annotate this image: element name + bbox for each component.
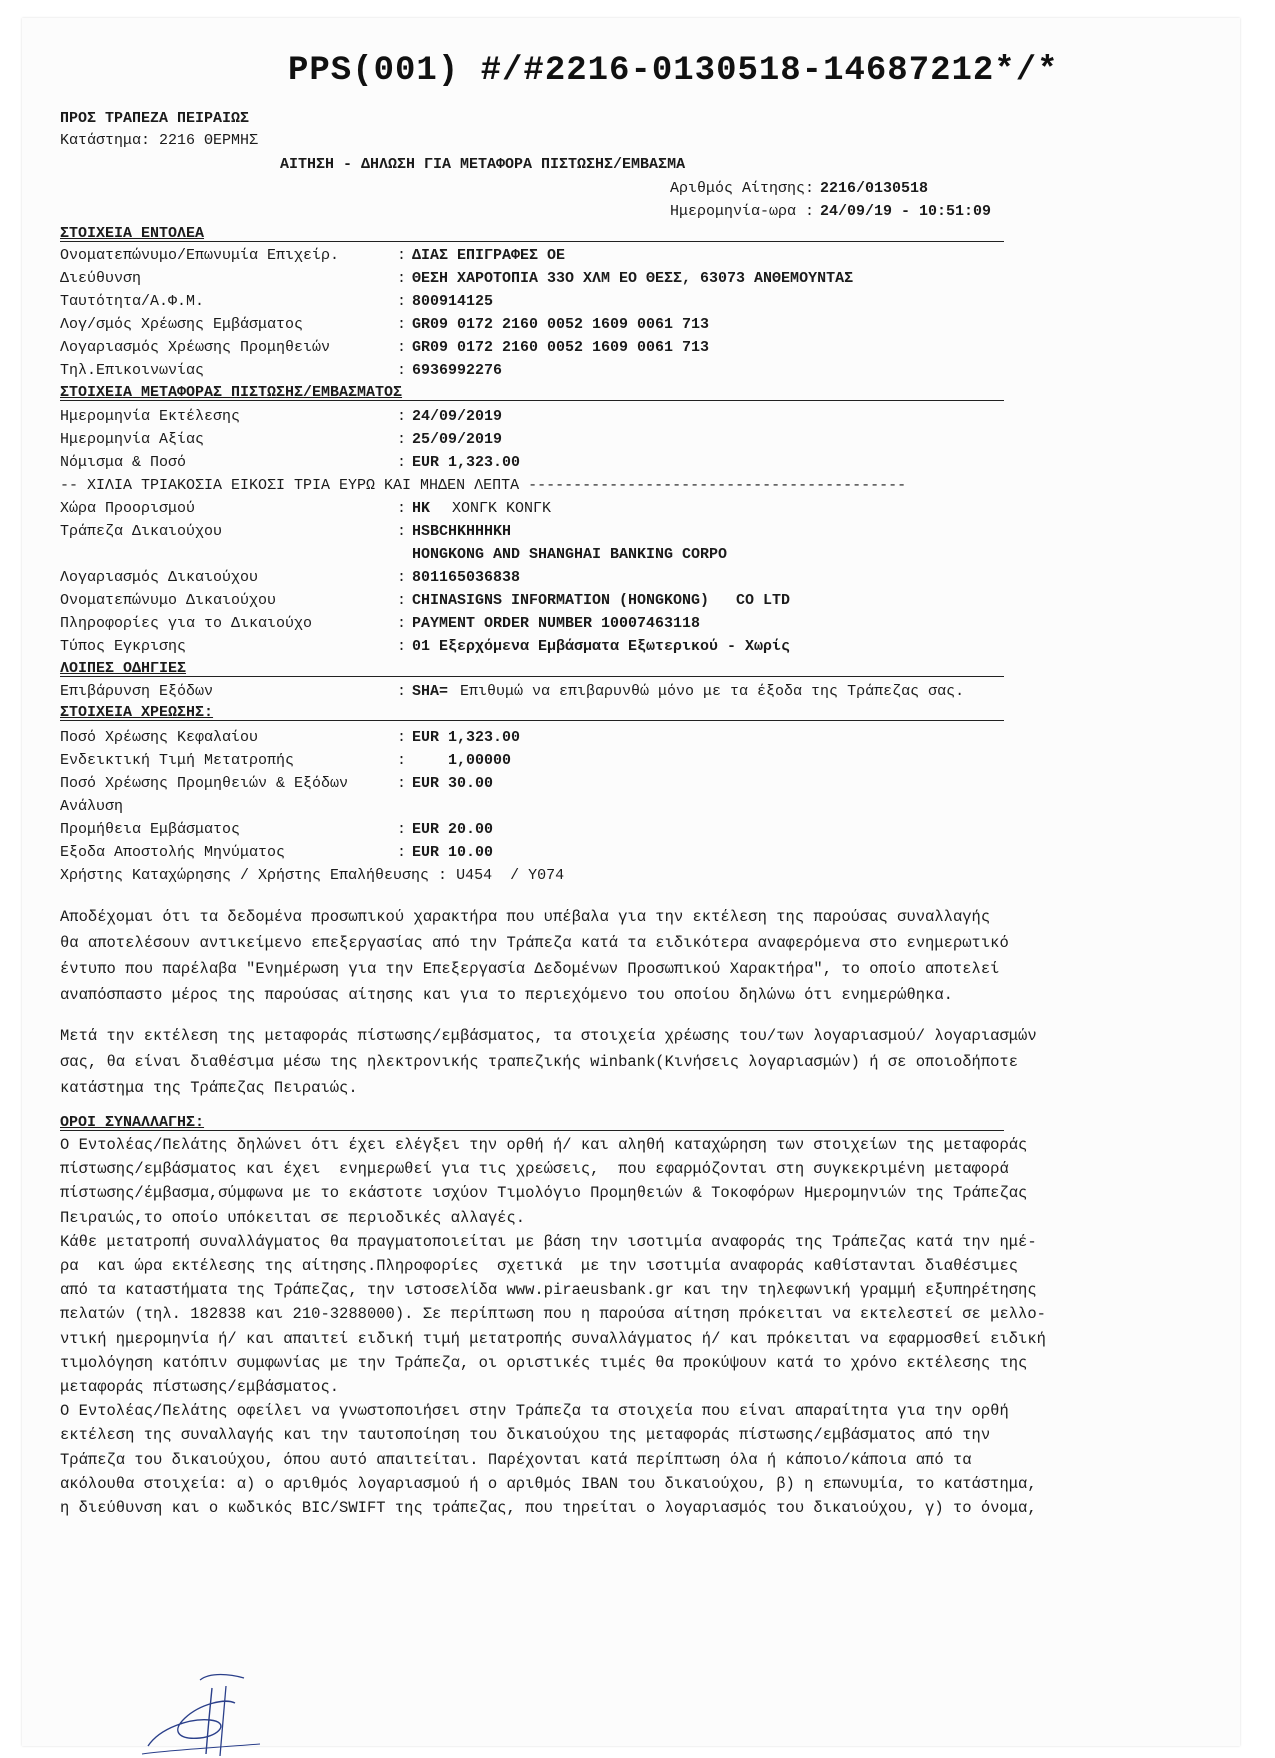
paragraph-line: ρα και ώρα εκτέλεσης της αίτησης.Πληροφορίες σχετικά με την ισοτιμία αναφοράς καθίστανται διαθέσιμες (60, 1257, 1019, 1276)
field-label: Διεύθυνση (60, 270, 142, 287)
branch: Κατάστημα: 2216 ΘΕΡΜΗΣ (60, 132, 259, 149)
field-value: 6936992276 (412, 362, 503, 379)
charges-code: SHA= (412, 683, 449, 700)
field-label: Ποσό Χρέωσης Κεφαλαίου (60, 729, 259, 746)
paragraph-line: πελατών (τηλ. 182838 και 210-3288000). Σε περίπτωση που η παρούσα αίτηση πρόκειται να εκτελεστεί σε μελλο- (60, 1305, 1046, 1324)
section-transfer: ΣΤΟΙΧΕΙΑ ΜΕΤΑΦΟΡΑΣ ΠΙΣΤΩΣΗΣ/ΕΜΒΑΣΜΑΤΟΣ (60, 384, 403, 401)
application-number-label: Αριθμός Αίτησης: (670, 180, 815, 197)
field-label: Ονοματεπώνυμο/Επωνυμία Επιχείρ. (60, 247, 340, 264)
field-value: GR09 0172 2160 0052 1609 0061 713 (412, 316, 710, 333)
field-value: CHINASIGNS INFORMATION (HONGKONG) CO LTD (412, 592, 791, 609)
divider (60, 676, 1004, 677)
amount-words-text: -- ΧΙΛΙΑ ΤΡΙΑΚΟΣΙΑ ΕΙΚΟΣΙ ΤΡΙΑ ΕΥΡΩ ΚΑΙ ΜΗΔΕΝ ΛΕΠΤΑ ------------------------------------------ (60, 477, 907, 494)
bank-bic: HSBCHKHHHKH (412, 523, 512, 540)
section-other: ΛΟΙΠΕΣ ΟΔΗΓΙΕΣ (60, 660, 187, 677)
field-value: ΔΙΑΣ ΕΠΙΓΡΑΦΕΣ ΟΕ (412, 247, 566, 264)
paragraph-line: αναπόσπαστο μέρος της παρούσας αίτησης και για το περιεχόμενο του οποίου δηλώνω ότι ενημερώθηκα. (60, 986, 953, 1004)
field-label: Λογαριασμός Χρέωσης Προμηθειών (60, 339, 331, 356)
paragraph-line: ακόλουθα στοιχεία: α) ο αριθμός λογαριασμού ή ο αριθμός IBAN του δικαιούχου, β) η επωνυμία, το κατάστημα, (60, 1474, 1037, 1493)
destination-name: ΧΟΝΓΚ ΚΟΝΓΚ (452, 500, 552, 517)
field-value: EUR 20.00 (412, 821, 494, 838)
field-label: Νόμισμα & Ποσό (60, 454, 187, 471)
paragraph-line: θα αποτελέσουν αντικείμενο επεξεργασίας από την Τράπεζα κατά τα ειδικότερα αναφερόμενα στο ενημερωτικό (60, 934, 1009, 952)
field-label: Ονοματεπώνυμο Δικαιούχου (60, 592, 277, 609)
field-value: 24/09/2019 (412, 408, 503, 425)
paragraph-line: Ο Εντολέας/Πελάτης οφείλει να γνωστοποιήσει στην Τράπεζα τα στοιχεία που είναι απαραίτητα για την ορθή (60, 1402, 1009, 1421)
divider (60, 1130, 1004, 1131)
field-label: Λογαριασμός Δικαιούχου (60, 569, 259, 586)
field-label: Πληροφορίες για το Δικαιούχο (60, 615, 313, 632)
field-value: 800914125 (412, 293, 494, 310)
users-text: Χρήστης Καταχώρησης / Χρήστης Επαλήθευσης : U454 / Y074 (60, 867, 565, 884)
datetime: 24/09/19 - 10:51:09 (820, 203, 992, 220)
field-label: Ενδεικτική Τιμή Μετατροπής (60, 752, 295, 769)
bank-name: ΠΡΟΣ ΤΡΑΠΕΖΑ ΠΕΙΡΑΙΩΣ (60, 110, 250, 127)
paragraph-line: Πειραιώς,το οποίο υπόκειται σε περιοδικές αλλαγές. (60, 1208, 526, 1227)
destination-code: HK (412, 500, 431, 517)
document-page: PPS(001) #/#2216-0130518-14687212*/* ΠΡΟΣ ΤΡΑΠΕΖΑ ΠΕΙΡΑΙΩΣ Κατάστημα: 2216 ΘΕΡΜΗΣ ΑΙΤΗΣΗ - ΔΗΛΩΣΗ ΓΙΑ ΜΕΤΑΦΟΡΑ ΠΙΣΤΩΣΗΣ/ΕΜΒΑΣΜΑ Αριθμός Αίτησης: 2216/0130518 Ημερομηνία-ωρα : 24/09/19 - 10:51:09 ΣΤΟΙΧΕΙΑ ΕΝΤΟΛΕΑ Ονοματεπώνυμο/Επωνυμία Επιχείρ. : ΔΙΑΣ ΕΠΙΓΡΑΦΕΣ ΟΕ Διεύθυνση : ΘΕΣΗ ΧΑΡΟΤΟΠΙΑ 33Ο ΧΛΜ ΕΟ ΘΕΣΣ, 63073 ΑΝΘΕΜΟΥΝΤΑΣ Ταυτότητα/Α.Φ.Μ. : 800914125 Λογ/σμός Χρέωσης Εμβάσματος : GR09 0172 2160 0052 1609 0061 713 Λογαριασμός Χρέωσης Προμηθειών : GR09 0172 2160 0052 1609 0061 713 Τηλ.Επικοινωνίας : 6936992276 ΣΤΟΙΧΕΙΑ ΜΕΤΑΦΟΡΑΣ ΠΙΣΤΩΣΗΣ/ΕΜΒΑΣΜΑΤΟΣ Ημερομηνία Εκτέλεσης : 24/09/2019 Ημερομηνία Αξίας : 25/09/2019 Νόμισμα & Ποσό : EUR 1,323.00 -- ΧΙΛΙΑ ΤΡΙΑΚΟΣΙΑ ΕΙΚΟΣΙ ΤΡΙΑ ΕΥΡΩ ΚΑΙ ΜΗΔΕΝ ΛΕΠΤΑ ------------------------------------------ Χώρα Προορισμού : HK ΧΟΝΓΚ ΚΟΝΓΚ Τράπεζα Δικαιούχου : HSBCHKHHHKH HONGKONG AND SHANGHAI BANKING CORPO Λογαριασμός Δικαιούχου : 801165036838 Ονοματεπώνυμο Δικαιούχου : CHINASIGNS INFORMATION (HONGKONG) CO LTD Πληροφορίες για το Δικαιούχο : PAYMENT ORDER NUMBER 10007463118 Τύπος Εγκρισης : 01 Εξερχόμενα Εμβάσματα Εξωτερικού - Χωρίς ΛΟΙΠΕΣ ΟΔΗΓΙΕΣ Επιβάρυνση Εξόδων : SHA= Επιθυμώ να επιβαρυνθώ μόνο με τα έξοδα της Τράπεζας σας. ΣΤΟΙΧΕΙΑ ΧΡΕΩΣΗΣ: Ποσό Χρέωσης Κεφαλαίου : EUR 1,323.00 Ενδεικτική Τιμή Μετατροπής : 1,00000 Ποσό Χρέωσης Προμηθειών & Εξόδων : EUR 30.00 Ανάλυση Προμήθεια Εμβάσματος : EUR 20.00 Εξοδα Αποστολής Μηνύματος : EUR 10.00 Χρήστης Καταχώρησης / Χρήστης Επαλήθευσης : U454 / Y074 Αποδέχομαι ότι τα δεδομένα προσωπικού χαρακτήρα που υπέβαλα για την εκτέλεση της παρούσας συναλλαγής θα αποτελέσουν αντικείμενο επεξεργασίας από την Τράπεζα κατά τα ειδικότερα αναφερόμενα στο ενημερωτικό έντυπο που παρέλαβα "Ενημέρωση για την Επεξεργασία Δεδομένων Προσωπικού Χαρακτήρα", το οποίο αποτελεί αναπόσπαστο μέρος της παρούσας αίτησης και για το περιεχόμενο του οποίου δηλώνω ότι ενημερώθηκα. Μετά την εκτέλεση της μεταφοράς πίστωσης/εμβάσματος, τα στοιχεία χρέωσης του/των λογαριασμού/ λογαριασμών σας, θα είναι διαθέσιμα μέσω της ηλεκτρονικής τραπεζικής winbank(Κινήσεις λογαριασμών) ή σε οποιοδήποτε κατάστημα της Τράπεζας Πειραιώς. ΟΡΟΙ ΣΥΝΑΛΛΑΓΗΣ: Ο Εντολέας/Πελάτης δηλώνει ότι έχει ελέγξει την ορθή ή/ και αληθή καταχώρηση των στοιχείων της μεταφοράς πίστωσης/εμβάσματος και έχει ενημερωθεί για τις χρεώσεις, που εφαρμόζονται στη συγκεκριμένη μεταφορά πίστωσης/έμβασμα,σύμφωνα με το εκάστοτε ισχύον Τιμολόγιο Προμηθειών & Τοκοφόρων Ημερομηνιών της Τράπεζας Πειραιώς,το οποίο υπόκειται σε περιοδικές αλλαγές. Κάθε μετατροπή συναλλάγματος θα πραγματοποιείται με βάση την ισοτιμία αναφοράς της Τράπεζας κατά την ημέ- ρα και ώρα εκτέλεσης της αίτησης.Πληροφορίες σχετικά με την ισοτιμία αναφοράς καθίστανται διαθέσιμες από τα καταστήματα της Τράπεζας, την ιστοσελίδα www.piraeusbank.gr και την τηλεφωνική γραμμή εξυπηρέτησης πελατών (τηλ. 182838 και 210-3288000). Σε περίπτωση που η παρούσα αίτηση πρόκειται να εκτελεστεί σε μελλο- ντική ημερομηνία ή/ και απαιτεί ειδική τιμή μετατροπής συναλλάγματος ή/ και πρόκειται να εφαρμοσθεί ειδική τιμολόγηση κατόπιν συμφωνίας με την Τράπεζα, οι οριστικές τιμές θα προκύψουν κατά το χρόνο εκτέλεσης της μεταφοράς πίστωσης/εμβάσματος. Ο Εντολέας/Πελάτης οφείλει να γνωστοποιήσει στην Τράπεζα τα στοιχεία που είναι απαραίτητα για την ορθή εκτέλεση της συναλλαγής και την ταυτοποίηση του δικαιούχου της μεταφοράς πίστωσης/εμβάσματος από την Τράπεζα του δικαιούχου, όπου αυτό απαιτείται. Παρέχονται κατά περίπτωση όλα ή κάποιο/κάποια από τα ακόλουθα στοιχεία: α) ο αριθμός λογαριασμού ή ο αριθμός IBAN του δικαιούχου, β) η επωνυμία, το κατάστημα, η διεύθυνση και ο κωδικός BIC/SWIFT της τράπεζας, που τηρείται ο λογαριασμός του δικαιούχου, γ) το όνομα, (22, 18, 1240, 1746)
divider (60, 241, 1004, 242)
field-value: EUR 1,323.00 (412, 729, 521, 746)
winbank-paragraph (60, 1023, 1120, 1101)
form-title: ΑΙΤΗΣΗ - ΔΗΛΩΣΗ ΓΙΑ ΜΕΤΑΦΟΡΑ ΠΙΣΤΩΣΗΣ/ΕΜΒΑΣΜΑ (280, 156, 686, 173)
field-value: 1,00000 (412, 752, 512, 769)
terms-paragraph (60, 1133, 1120, 1520)
field-value: 801165036838 (412, 569, 521, 586)
paragraph-line: εκτέλεση της συναλλαγής και την ταυτοποίηση του δικαιούχου της μεταφοράς πίστωσης/εμβάσματος από την (60, 1426, 991, 1445)
consent-paragraph (60, 904, 1120, 1008)
paragraph-line: μεταφοράς πίστωσης/εμβάσματος. (60, 1378, 340, 1397)
section-debit: ΣΤΟΙΧΕΙΑ ΧΡΕΩΣΗΣ: (60, 704, 214, 721)
paragraph-line: Τράπεζα του δικαιούχου, όπου αυτό απαιτείται. Παρέχονται κατά περίπτωση όλα ή κάποιο/κάποια από τα (60, 1450, 972, 1469)
field-label: Τύπος Εγκρισης (60, 638, 187, 655)
paragraph-line: πίστωσης/εμβάσματος και έχει ενημερωθεί για τις χρεώσεις, που εφαρμόζονται στη συγκεκριμένη μεταφορά (60, 1160, 1009, 1179)
paragraph-line: ντική ημερομηνία ή/ και απαιτεί ειδική τιμή μετατροπής συναλλάγματος ή/ και πρόκειται να εφαρμοσθεί ειδική (60, 1329, 1046, 1348)
field-value: EUR 30.00 (412, 775, 494, 792)
paragraph-line: σας, θα είναι διαθέσιμα μέσω της ηλεκτρονικής τραπεζικής winbank(Κινήσεις λογαριασμών) ή σε οποιοδήποτε (60, 1053, 1019, 1071)
field-value: 01 Εξερχόμενα Εμβάσματα Εξωτερικού - Χωρίς (412, 638, 791, 655)
datetime-label: Ημερομηνία-ωρα : (670, 203, 815, 220)
charges-text: Επιθυμώ να επιβαρυνθώ μόνο με τα έξοδα της Τράπεζας σας. (460, 683, 965, 700)
field-label: Τηλ.Επικοινωνίας (60, 362, 205, 379)
field-label: Τράπεζα Δικαιούχου (60, 523, 223, 540)
section-terms: ΟΡΟΙ ΣΥΝΑΛΛΑΓΗΣ: (60, 1114, 205, 1131)
signature-image (140, 1658, 270, 1758)
field-value: 25/09/2019 (412, 431, 503, 448)
bank-name-value: HONGKONG AND SHANGHAI BANKING CORPO (412, 546, 728, 563)
paragraph-line: έντυπο που παρέλαβα "Ενημέρωση για την Επεξεργασία Δεδομένων Προσωπικού Χαρακτήρα", το οποίο αποτελεί (60, 960, 1000, 978)
paragraph-line: Αποδέχομαι ότι τα δεδομένα προσωπικού χαρακτήρα που υπέβαλα για την εκτέλεση της παρούσας συναλλαγής (60, 908, 991, 926)
section-orderer: ΣΤΟΙΧΕΙΑ ΕΝΤΟΛΕΑ (60, 225, 205, 242)
field-label: Λογ/σμός Χρέωσης Εμβάσματος (60, 316, 304, 333)
divider (60, 400, 1004, 401)
field-label: Ημερομηνία Αξίας (60, 431, 205, 448)
field-label: Επιβάρυνση Εξόδων (60, 683, 214, 700)
field-label: Χώρα Προορισμού (60, 500, 196, 517)
paragraph-line: Μετά την εκτέλεση της μεταφοράς πίστωσης/εμβάσματος, τα στοιχεία χρέωσης του/των λογαριασμού/ λογαριασμών (60, 1027, 1037, 1045)
paragraph-line: κατάστημα της Τράπεζας Πειραιώς. (60, 1079, 358, 1097)
reference-code: PPS(001) #/#2216-0130518-14687212*/* (288, 52, 1059, 90)
field-label: Εξοδα Αποστολής Μηνύματος (60, 844, 286, 861)
paragraph-line: τιμολόγηση κατόπιν συμφωνίας με την Τράπεζα, οι οριστικές τιμές θα προκύψουν κατά το χρόνο εκτέλεσης της (60, 1353, 1028, 1372)
paragraph-line: Ο Εντολέας/Πελάτης δηλώνει ότι έχει ελέγξει την ορθή ή/ και αληθή καταχώρηση των στοιχείων της μεταφοράς (60, 1136, 1028, 1154)
paragraph-line: η διεύθυνση και ο κωδικός BIC/SWIFT της τράπεζας, που τηρείται ο λογαριασμός του δικαιούχου, γ) το όνομα, (60, 1499, 1037, 1518)
application-number: 2216/0130518 (820, 180, 929, 197)
field-value: PAYMENT ORDER NUMBER 10007463118 (412, 615, 701, 632)
field-label: Ημερομηνία Εκτέλεσης (60, 408, 241, 425)
divider (60, 720, 1004, 721)
paragraph-line: Κάθε μετατροπή συναλλάγματος θα πραγματοποιείται με βάση την ισοτιμία αναφοράς της Τράπεζας κατά την ημέ- (60, 1232, 1037, 1251)
field-value: ΘΕΣΗ ΧΑΡΟΤΟΠΙΑ 33Ο ΧΛΜ ΕΟ ΘΕΣΣ, 63073 ΑΝΘΕΜΟΥΝΤΑΣ (412, 270, 854, 287)
field-value: EUR 10.00 (412, 844, 494, 861)
field-value: GR09 0172 2160 0052 1609 0061 713 (412, 339, 710, 356)
field-label: Ταυτότητα/Α.Φ.Μ. (60, 293, 205, 310)
field-label: Ανάλυση (60, 798, 124, 815)
field-label: Προμήθεια Εμβάσματος (60, 821, 241, 838)
paragraph-line: από τα καταστήματα της Τράπεζας, την ιστοσελίδα www.piraeusbank.gr και την τηλεφωνική γραμμή εξυπηρέτησης (60, 1281, 1037, 1300)
field-value: EUR 1,323.00 (412, 454, 521, 471)
field-label: Ποσό Χρέωσης Προμηθειών & Εξόδων (60, 775, 349, 792)
paragraph-line: πίστωσης/έμβασμα,σύμφωνα με το εκάστοτε ισχύον Τιμολόγιο Προμηθειών & Τοκοφόρων Ημερομηνιών της Τράπεζας (60, 1184, 1028, 1203)
